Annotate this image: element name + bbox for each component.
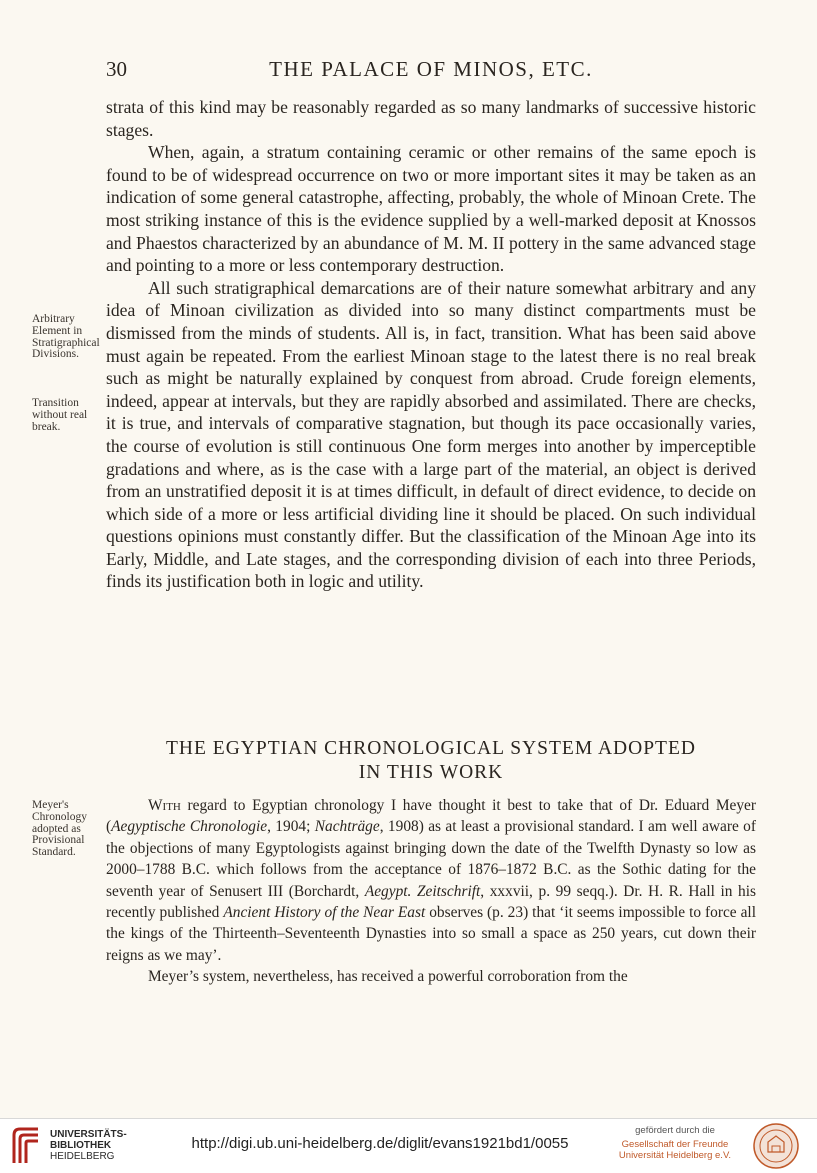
citation-title: Ancient History of the Near East [223,904,426,922]
digitization-footer [0,1118,817,1173]
page-number: 30 [106,57,127,81]
permalink-url[interactable]: http://digi.ub.uni-heidelberg.de/diglit/evans1921bd1/0055 [191,1135,569,1152]
citation-title: Aegyptische Chronologie [111,818,268,836]
page-header [106,57,756,83]
paragraph-1: strata of this kind may be reasonably regarded as so many landmarks of successive historic stages. [106,97,756,140]
main-text [106,96,756,593]
sponsor-credit: gefördert durch die Gesellschaft der Freunde Universität Heidelberg e.V. [618,1125,732,1161]
side-note-meyer-chronology: Meyer's Chronology adopted as Provisional Standard. [32,799,87,859]
side-note-transition: Transition without real break. [32,397,88,433]
section-heading [106,737,756,785]
side-note-arbitrary-element: Arbitrary Element in Stratigraphical Divisions. [32,313,100,361]
section-paragraph-2: Meyer’s system, nevertheless, has received a powerful corroboration from the [148,968,628,986]
library-name: UNIVERSITÄTS- BIBLIOTHEK HEIDELBERG [50,1129,127,1162]
paragraph-3: All such stratigraphical demarcations are of their nature somewhat arbitrary and any idea of Minoan civilization as divided into so many distinct compartments must be dismissed from the minds of students. All is, in fact, transition. What has been said above must again be repeated. From the earliest Minoan stage to the latest there is no real break such as might be naturally explained by conquest from abroad. Crude foreign elements, indeed, appear at intervals, but they are rapidly absorbed and assimilated. There are checks, it is true, and intervals of comparative stagnation, but though its pace occasionally varies, the course of evolution is still continuous One form merges into another by imperceptible gradations and where, as is the case with a large part of the material, an object is derived from an unstratified deposit it is at times difficult, in default of direct evidence, to decide on which side of a more or less artificial dividing line it should be placed. On such individual questions opinions must constantly differ. But the classification of the Minoan Age into its Early, Middle, and Late stages, and the corresponding division of each into three Periods, finds its justification both in logic and utility. [106,277,756,592]
paragraph-2: When, again, a stratum containing ceramic or other remains of the same epoch is found to be of widespread occurrence on two or more important sites it may be taken as an indication of some general catastrophe, affecting, probably, the whole of Minoan Crete. The most striking instance of this is the evidence supplied by a well-marked deposit at Knossos and Phaestos characterized by an abundance of M. M. II pottery in the same advanced stage and pointing to a more or less contemporary destruction. [106,142,756,276]
citation-title: Nachträge [314,818,380,836]
library-logo-icon [8,1125,44,1167]
section-text [106,795,756,988]
section-heading-line-2: IN THIS WORK [358,762,504,783]
lead-word: With [148,797,181,814]
section-heading-line-1: THE EGYPTIAN CHRONOLOGICAL SYSTEM ADOPTED [166,738,696,759]
university-seal-icon [752,1122,800,1170]
section-paragraph-1: With regard to Egyptian chronology I have thought it best to take that of Dr. Eduard Meyer (Aegyptische Chronologie, 1904; Nachträge, 1908) as at least a provisional standard. I am well aware of the objections of many Egyptologists against bringing down the date of the Twelfth Dynasty so low as 2000–1788 B.C. which follows from the acceptance of 1876–1872 B.C. as the Sothic dating for the seventh year of Senusert III (Borchardt, Aegypt. Zeitschrift, xxxvii, p. 99 seqq.). Dr. H. R. Hall in his recently published Ancient History of the Near East observes (p. 23) that ‘it seems impossible to force all the kings of the Thirteenth–Seventeenth Dynasties into so small a space as 250 years, cut down their reigns as we may’. [106,797,757,964]
running-title: THE PALACE OF MINOS, ETC. [269,57,593,81]
citation-title: Aegypt. Zeitschrift [364,882,481,900]
